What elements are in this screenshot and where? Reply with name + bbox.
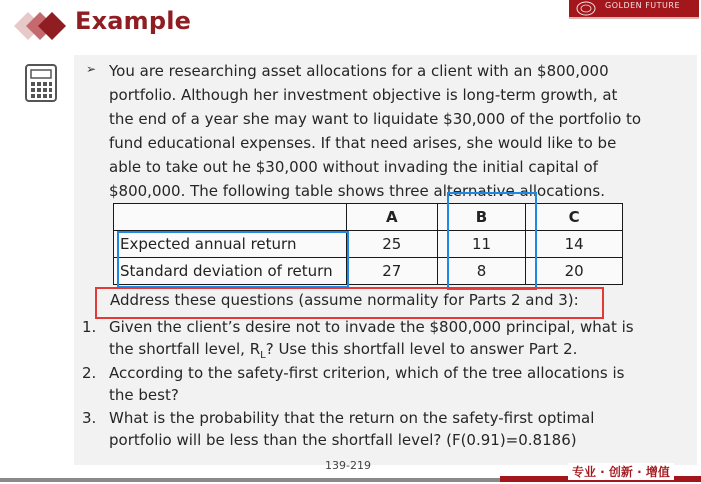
table-cell: 25	[346, 231, 437, 258]
table-header-cell: B	[437, 204, 526, 231]
footer-motto: 专业 · 创新 · 增值	[568, 463, 674, 480]
question-line: portfolio will be less than the shortfall level? (F(0.91)=0.8186)	[109, 431, 577, 449]
question-text	[109, 362, 624, 406]
diamond-arrows-icon	[10, 8, 70, 44]
page-title: Example	[75, 7, 192, 35]
highlight-row-labels	[117, 231, 349, 288]
table-cell: 20	[526, 258, 623, 285]
table-header-cell: A	[346, 204, 437, 231]
question-3	[82, 407, 682, 453]
question-text	[109, 316, 634, 367]
row-label: Expected annual return	[114, 231, 347, 258]
intro-line: portfolio. Although her investment objective is long-term growth, at	[109, 86, 618, 104]
subscript-l: L	[260, 350, 266, 361]
table-cell: 14	[526, 231, 623, 258]
table-header-cell	[114, 204, 347, 231]
table-cell: 11	[437, 231, 526, 258]
page-number: 139-219	[325, 459, 371, 472]
question-number: 3.	[82, 409, 97, 427]
calculator-icon	[24, 63, 58, 103]
question-text	[109, 407, 594, 451]
address-questions-text: Address these questions (assume normality for Parts 2 and 3):	[110, 291, 579, 309]
highlight-column-b	[447, 192, 537, 290]
intro-line: able to take out he $30,000 without invading the initial capital of	[109, 158, 598, 176]
question-number: 2.	[82, 364, 97, 382]
table-cell: 8	[437, 258, 526, 285]
university-seal-icon	[575, 1, 597, 16]
intro-paragraph	[109, 59, 669, 203]
question-line-part: the shortfall level, R	[109, 340, 261, 358]
question-2	[82, 362, 682, 408]
intro-line: the end of a year she may want to liquidate $30,000 of the portfolio to	[109, 110, 642, 128]
table-header-cell: C	[526, 204, 623, 231]
bullet-arrow-icon: ➢	[86, 62, 97, 76]
question-1	[82, 316, 682, 362]
question-line: What is the probability that the return on the safety-first optimal	[109, 409, 595, 427]
table-cell: 27	[346, 258, 437, 285]
intro-line: $800,000. The following table shows three alternative allocations.	[109, 182, 605, 200]
logo-banner	[569, 0, 699, 19]
logo-text: GOLDEN FUTURE	[605, 1, 681, 10]
row-label: Standard deviation of return	[114, 258, 347, 285]
intro-line: fund educational expenses. If that need arises, she would like to be	[109, 134, 617, 152]
intro-line: You are researching asset allocations for a client with an $800,000	[109, 62, 609, 80]
footer-bar-gray	[0, 478, 500, 482]
question-line-part: ? Use this shortfall level to answer Part 2.	[265, 340, 578, 358]
table-header-row	[114, 204, 623, 231]
question-line: the best?	[109, 386, 179, 404]
question-line: Given the client’s desire not to invade the $800,000 principal, what is	[109, 318, 634, 336]
question-line: According to the safety-first criterion, which of the tree allocations is	[109, 364, 625, 382]
question-number: 1.	[82, 318, 97, 336]
